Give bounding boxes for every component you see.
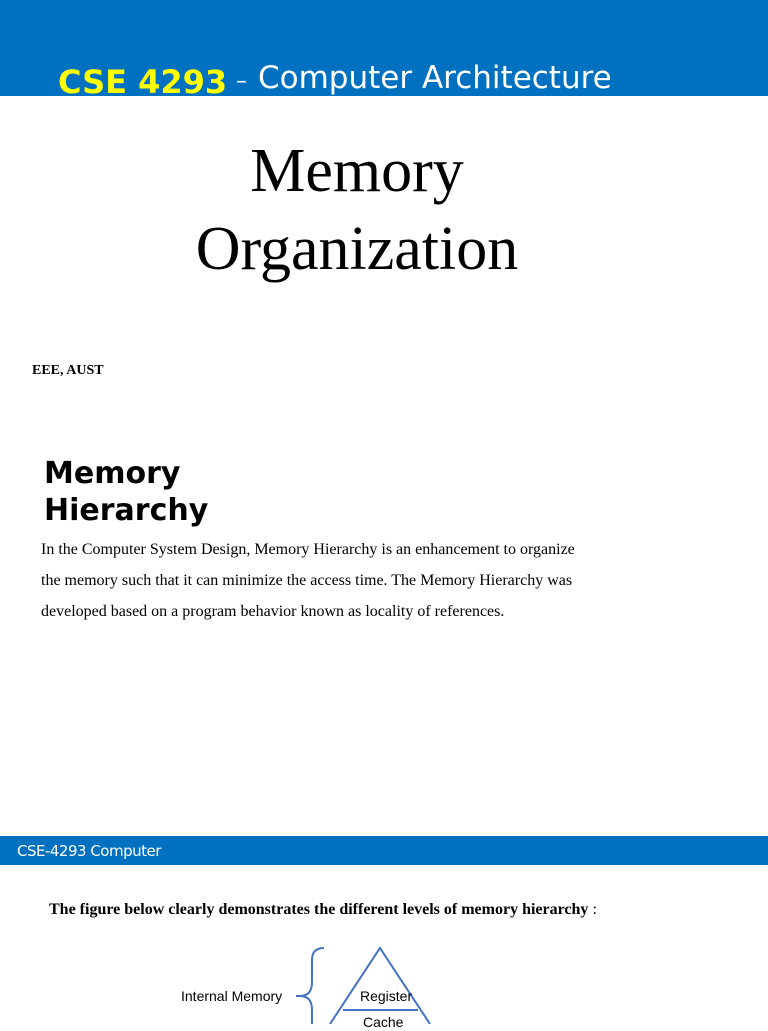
- course-code: CSE 4293: [58, 63, 228, 101]
- title-separator: –: [236, 69, 247, 94]
- figure-caption-suffix: :: [588, 901, 597, 918]
- affiliation: EEE, AUST: [32, 363, 104, 378]
- cache-label: Cache: [363, 1014, 404, 1030]
- section-heading-line-1: Memory: [44, 456, 181, 491]
- figure-caption: [49, 899, 597, 921]
- register-label: Register: [360, 988, 413, 1004]
- paragraph-line: In the Computer System Design, Memory Hierarchy is an enhancement to organize: [41, 541, 575, 558]
- body-paragraph: [41, 534, 641, 627]
- memory-hierarchy-diagram: [0, 940, 768, 1024]
- course-name: Computer Architecture: [258, 60, 612, 96]
- internal-memory-label: Internal Memory: [181, 988, 283, 1004]
- paragraph-line: developed based on a program behavior known as locality of references.: [41, 603, 505, 620]
- internal-memory-brace: [300, 948, 324, 1024]
- slide-title-line-1: Memory: [250, 137, 464, 205]
- figure-caption-text: The figure below clearly demonstrates the different levels of memory hierarchy: [49, 901, 589, 918]
- slide-title-line-2: Organization: [195, 215, 519, 283]
- section-heading: [44, 455, 304, 529]
- footer-banner: [0, 836, 768, 865]
- section-heading-line-2: Hierarchy: [44, 493, 209, 528]
- memory-hierarchy-figure: [0, 940, 768, 1030]
- footer-text: CSE-4293 Computer: [17, 842, 161, 860]
- slide-title: [140, 132, 574, 288]
- paragraph-line: the memory such that it can minimize the access time. The Memory Hierarchy was: [41, 572, 573, 589]
